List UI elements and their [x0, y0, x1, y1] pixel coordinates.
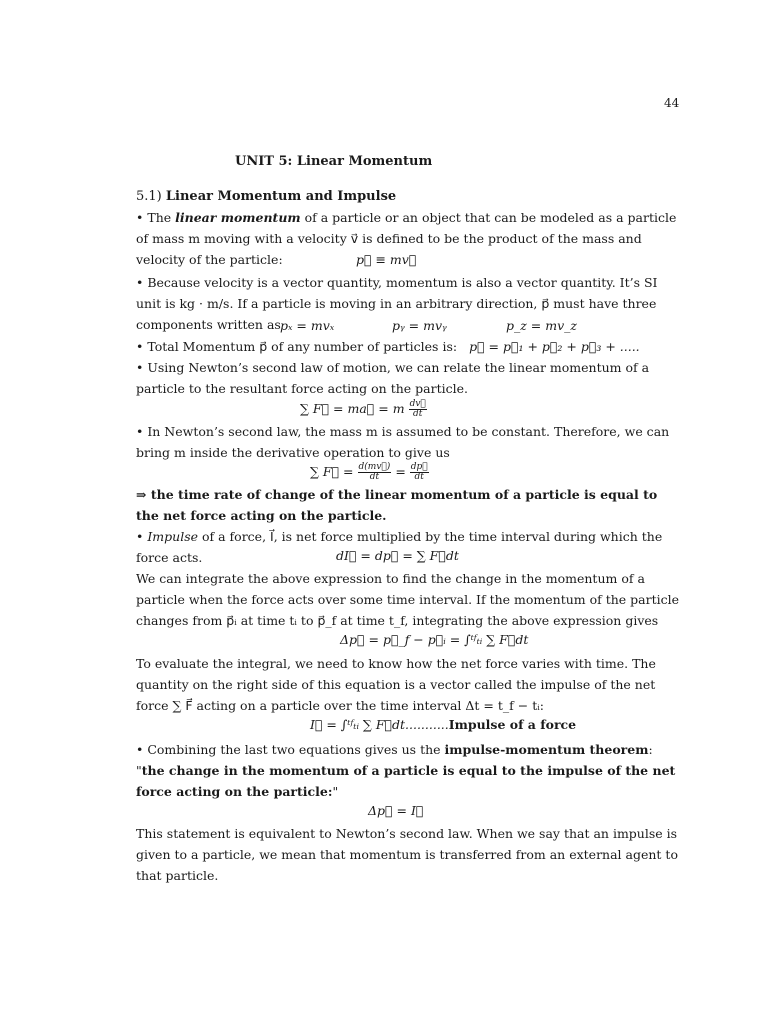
bullet: •	[136, 210, 144, 225]
paragraph-vector-quantity: • Because velocity is a vector quantity, momentum is also a vector quantity. It’s SI unit is kg · m/s. If a particle is moving in an arbitrary direction, p⃗ must have three components written as	[136, 275, 658, 332]
equation-px: pₓ = mvₓ	[280, 318, 335, 333]
equation-pz: p_z = mv_z	[506, 318, 578, 333]
equation-momentum-change: Δp⃗ = p⃗_f − p⃗ᵢ = ∫ᵗᶠₜᵢ ∑ F⃗dt	[340, 632, 529, 647]
numerator: dv⃗	[409, 399, 426, 409]
section-number: 5.1)	[136, 189, 162, 204]
paragraph-evaluate-integral: To evaluate the integral, we need to know how the net force varies with time. The quantity on the right side of this equation is a vector called the impulse of the net force ∑ F⃗ acting on a particle over the time interval Δt = t_f − tᵢ:	[136, 656, 656, 713]
text: • Total Momentum p⃗ of any number of particles is:	[136, 339, 458, 354]
equation-total-momentum: p⃗ = p⃗₁ + p⃗₂ + p⃗₃ + .....	[469, 339, 640, 354]
denominator: dt	[369, 472, 380, 482]
text: "	[332, 784, 339, 799]
term-impulse-momentum-theorem: impulse-momentum theorem	[444, 742, 649, 757]
page-number: 44	[664, 96, 680, 110]
unit-title: UNIT 5: Linear Momentum	[235, 154, 433, 169]
fraction	[409, 400, 427, 419]
paragraph-impulse-momentum-theorem	[136, 739, 680, 802]
text: of a force, I⃗, is net force multiplied by the time interval during which the force acts.	[136, 529, 663, 565]
text: The	[147, 210, 172, 225]
equation-theorem: Δp⃗ = I⃗	[368, 803, 424, 818]
denominator: dt	[414, 472, 424, 482]
text: • Combining the last two equations gives us the	[136, 742, 441, 757]
term-impulse: Impulse	[147, 529, 199, 544]
section-heading	[136, 189, 396, 204]
paragraph-total-momentum	[136, 336, 680, 357]
text: of a particle or an object that can be modeled as a particle of mass m moving with a velocity v⃗ is defined to be the product of the mass and velocity of the particle:	[136, 210, 677, 267]
equation-force-momentum	[310, 463, 429, 482]
text: =	[395, 464, 406, 479]
text: : "	[136, 742, 653, 778]
paragraph-integrate: We can integrate the above expression to find the change in the momentum of a particle when the force acts over some time interval. If the momentum of the particle changes from p⃗ᵢ at time tᵢ to p⃗_f at time t_f, integrating the above expression gives	[136, 571, 680, 628]
paragraph-mass-constant: • In Newton’s second law, the mass m is assumed to be constant. Therefore, we can bring m inside the derivative operation to give us	[136, 424, 670, 460]
conclusion-statement: ⇒ the time rate of change of the linear momentum of a particle is equal to the net force acting on the particle.	[136, 487, 658, 523]
fraction	[358, 463, 392, 482]
equation-py: pᵧ = mvᵧ	[392, 318, 447, 333]
equation-impulse	[310, 717, 576, 732]
numerator: dp⃗	[410, 462, 428, 472]
paragraph-newton-second-law: • Using Newton’s second law of motion, we can relate the linear momentum of a particle to the resultant force acting on the particle.	[136, 360, 650, 396]
equation-force-mass	[300, 400, 427, 419]
paragraph-equivalent: This statement is equivalent to Newton’s second law. When we say that an impulse is given to a particle, we mean that momentum is transferred from an external agent to that particle.	[136, 826, 678, 883]
term-linear-momentum: linear momentum	[175, 210, 301, 225]
text: ∑ F⃗ =	[310, 464, 354, 479]
section-title: Linear Momentum and Impulse	[165, 189, 397, 204]
bullet: •	[136, 529, 144, 544]
label-impulse-of-force: Impulse of a force	[448, 717, 577, 732]
fraction	[410, 463, 429, 482]
equation-impulse-differential: dI⃗ = dp⃗ = ∑ F⃗dt	[336, 548, 459, 563]
denominator: dt	[412, 409, 423, 419]
text: I⃗ = ∫ᵗᶠₜᵢ ∑ F⃗dt...........	[310, 717, 449, 732]
text: ∑ F⃗ = ma⃗ = m	[300, 401, 405, 416]
theorem-statement: the change in the momentum of a particle is equal to the impulse of the net force acting on the particle:	[136, 763, 676, 799]
equation-momentum-definition: p⃗ ≡ mv⃗	[356, 252, 417, 267]
numerator: d(mv⃗)	[358, 462, 391, 472]
